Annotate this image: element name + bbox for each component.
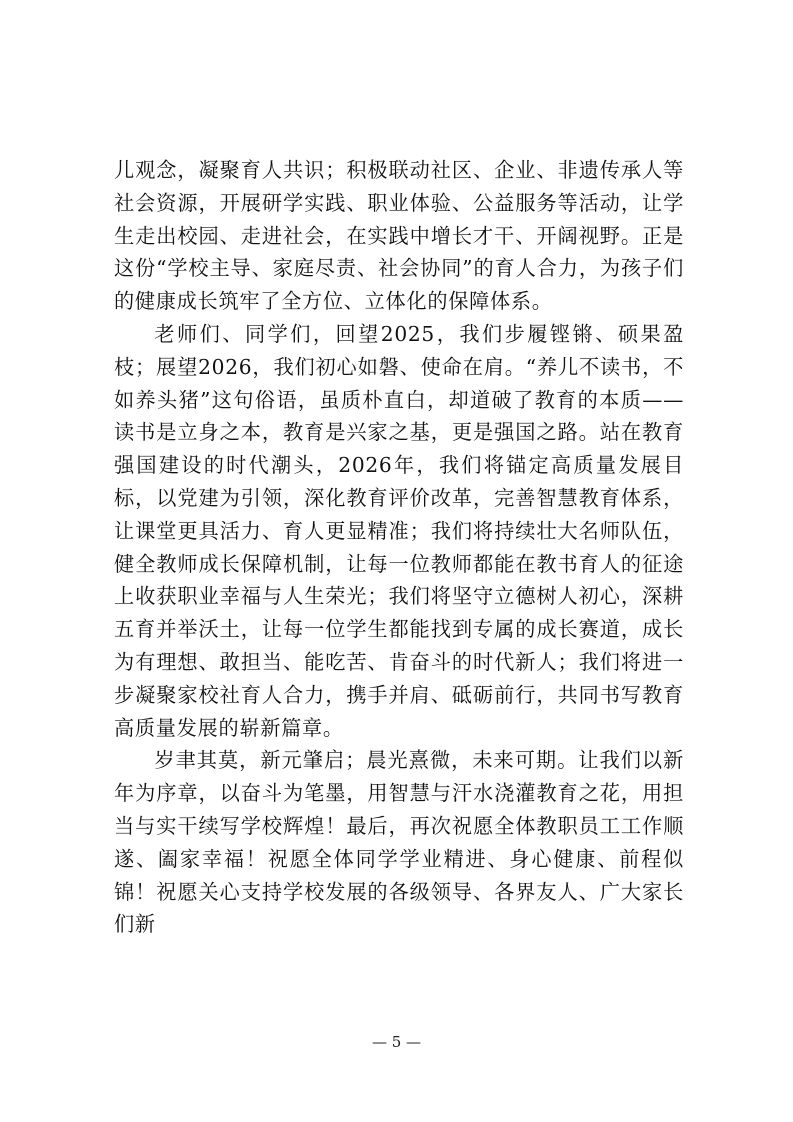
paragraph-continued: 儿观念，凝聚育人共识；积极联动社区、企业、非遗传承人等社会资源，开展研学实践、职业体验、公益服务等活动，让学生走出校园、走进社会，在实践中增长才干、开阔视野。正是这份“学校主导、家庭尽责、社会协同”的育人合力，为孩子们的健康成长筑牢了全方位、立体化的保障体系。 xyxy=(114,158,684,314)
paragraph-review-and-outlook: 老师们、同学们，回望2025，我们步履铿锵、硕果盈枝；展望2026，我们初心如磐、使命在肩。“养儿不读书，不如养头猪”这句俗语，虽质朴直白，却道破了教育的本质——读书是立身之本，教育是兴家之基，更是强国之路。站在教育强国建设的时代潮头，2026年，我们将锚定高质量发展目标，以党建为引领，深化教育评价改革，完善智慧教育体系，让课堂更具活力、育人更显精准；我们将持续壮大名师队伍，健全教师成长保障机制，让每一位教师都能在教书育人的征途上收获职业幸福与人生荣光；我们将坚守立德树人初心，深耕五育并举沃土，让每一位学生都能找到专属的成长赛道，成长为有理想、敢担当、能吃苦、肯奋斗的时代新人；我们将进一步凝聚家校社育人合力，携手并肩、砥砺前行，共同书写教育高质量发展的崭新篇章。 xyxy=(114,321,684,740)
paragraph-new-year-wishes: 岁聿其莫，新元肇启；晨光熹微，未来可期。让我们以新年为序章，以奋斗为笔墨，用智慧与汗水浇灌教育之花，用担当与实干续写学校辉煌！最后，再次祝愿全体教职员工工作顺遂、阖家幸福！祝愿全体同学学业精进、身心健康、前程似锦！祝愿关心支持学校发展的各级领导、各界友人、广大家长们新 xyxy=(114,748,684,937)
page-number: — 5 — xyxy=(371,1033,422,1051)
document-body xyxy=(114,154,684,941)
